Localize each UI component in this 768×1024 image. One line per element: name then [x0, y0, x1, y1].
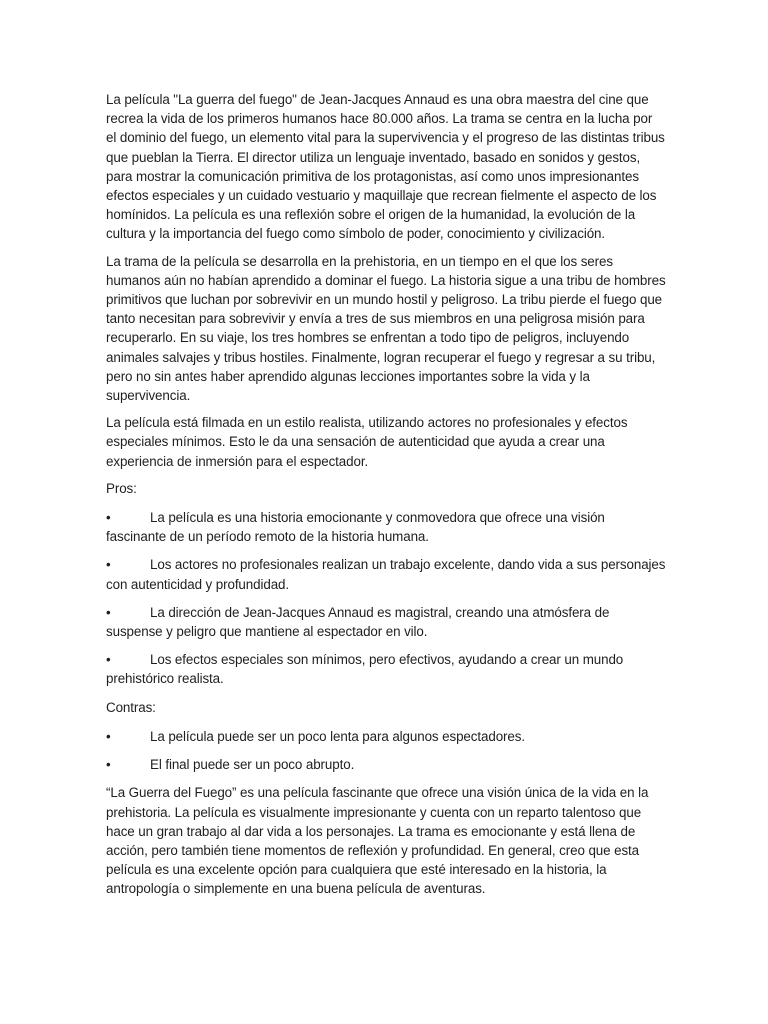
conclusion-paragraph: “La Guerra del Fuego” es una película fascinante que ofrece una visión única de la vida en la prehistoria. La película es visualmente impresionante y cuenta con un reparto talentoso que hace un gran trabajo al dar vida a los personajes. La trama es emocionante y está llena de acción, pero también tiene momentos de reflexión y profundidad. En general, creo que esta película es una excelente opción para cualquiera que esté interesado en la historia, la antropología o simplemente en una buena película de aventuras.	[106, 785, 649, 897]
pros-item-1	[106, 508, 666, 546]
intro-paragraph-2: La trama de la película se desarrolla en la prehistoria, en un tiempo en el que los seres humanos aún no habían aprendido a dominar el fuego. La historia sigue a una tribu de hombres primitivos que luchan por sobrevivir en un mundo hostil y peligroso. La tribu pierde el fuego que tanto necesitan para sobrevivir y envía a tres de sus miembros en una peligrosa misión para recuperarlo. En su viaje, los tres hombres se enfrentan a todo tipo de peligros, incluyendo animales salvajes y tribus hostiles. Finalmente, logran recuperar el fuego y regresar a su tribu, pero no sin antes haber aprendido algunas lecciones importantes sobre la vida y la supervivencia.	[106, 253, 666, 404]
pros-label: Pros:	[106, 480, 137, 496]
pros-item-4	[106, 650, 666, 688]
bullet-icon: •	[106, 557, 111, 573]
pros-item-text: Los efectos especiales son mínimos, pero efectivos, ayudando a crear un mundo prehistórico realista.	[106, 652, 624, 687]
contras-item-2	[106, 755, 666, 774]
bullet-icon: •	[106, 757, 111, 773]
document-page	[106, 90, 666, 907]
bullet-icon: •	[106, 728, 111, 744]
contras-item-1	[106, 727, 666, 746]
intro-paragraph-3: La película está filmada en un estilo realista, utilizando actores no profesionales y efectos especiales mínimos. Esto le da una sensación de autenticidad que ayuda a crear una experiencia de inmersión para el espectador.	[106, 415, 628, 469]
bullet-icon: •	[106, 652, 111, 668]
bullet-icon: •	[106, 604, 111, 620]
contras-item-text: La película puede ser un poco lenta para algunos espectadores.	[150, 728, 525, 744]
pros-item-3	[106, 603, 666, 641]
intro-paragraph-1: La película "La guerra del fuego" de Jean-Jacques Annaud es una obra maestra del cine que recrea la vida de los primeros humanos hace 80.000 años. La trama se centra en la lucha por el dominio del fuego, un elemento vital para la supervivencia y el progreso de las distintas tribus que pueblan la Tierra. El director utiliza un lenguaje inventado, basado en sonidos y gestos, para mostrar la comunicación primitiva de los protagonistas, así como unos impresionantes efectos especiales y un cuidado vestuario y maquillaje que recrean fielmente el aspecto de los homínidos. La película es una reflexión sobre el origen de la humanidad, la evolución de la cultura y la importancia del fuego como símbolo de poder, conocimiento y civilización.	[106, 92, 665, 242]
pros-item-text: Los actores no profesionales realizan un trabajo excelente, dando vida a sus personajes con autenticidad y profundidad.	[106, 557, 666, 592]
pros-item-text: La película es una historia emocionante y conmovedora que ofrece una visión fascinante de un período remoto de la historia humana.	[106, 510, 605, 545]
contras-item-text: El final puede ser un poco abrupto.	[150, 757, 355, 773]
pros-item-text: La dirección de Jean-Jacques Annaud es magistral, creando una atmósfera de suspense y peligro que mantiene al espectador en vilo.	[106, 604, 610, 640]
bullet-icon: •	[106, 510, 111, 526]
pros-item-2	[106, 555, 666, 593]
contras-label: Contras:	[106, 699, 156, 715]
